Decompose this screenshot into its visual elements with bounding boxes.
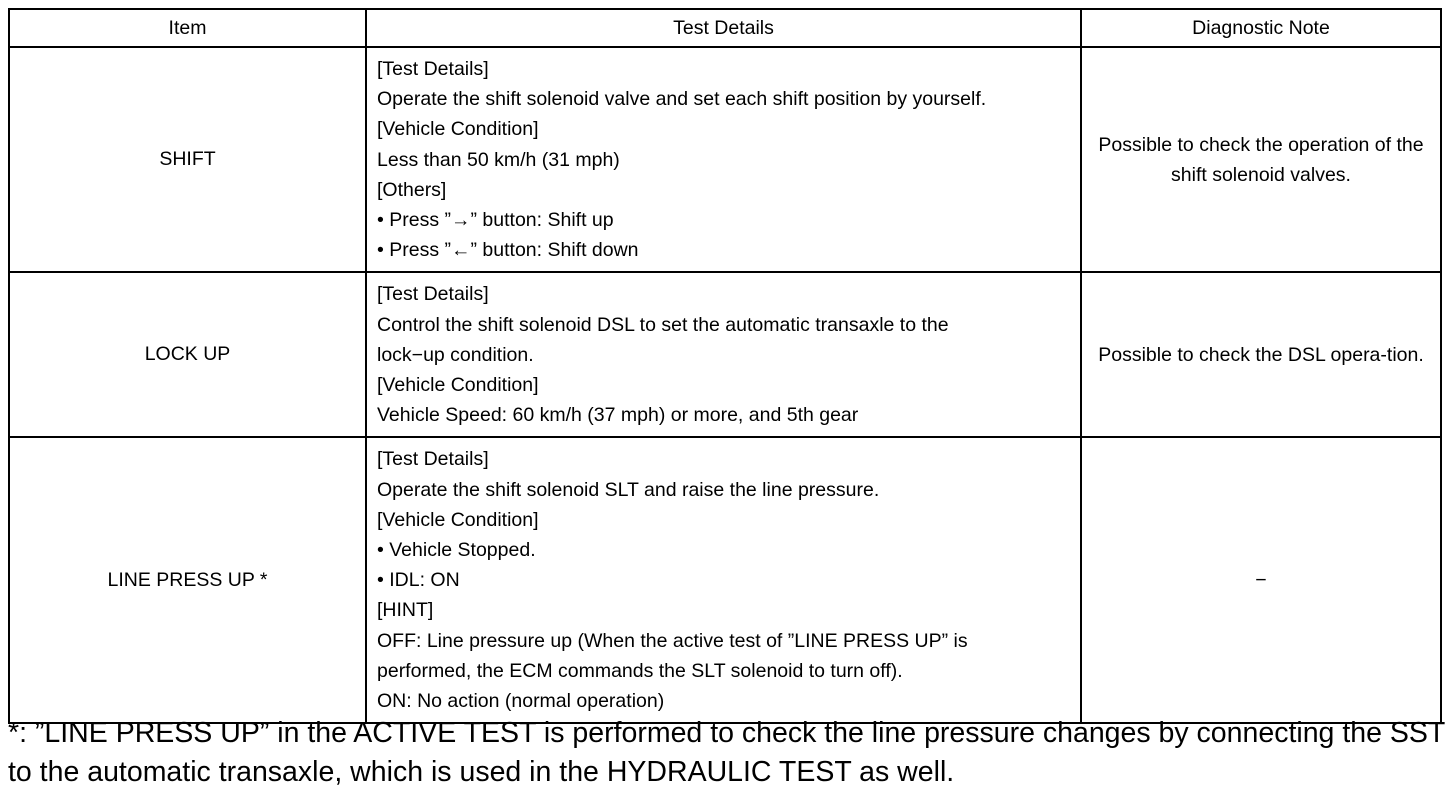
note-cell-shift: Possible to check the operation of the shift solenoid valves. bbox=[1081, 47, 1441, 272]
note-cell-line-press-up: − bbox=[1081, 437, 1441, 723]
detail-line: Control the shift solenoid DSL to set the automatic transaxle to the bbox=[377, 313, 949, 336]
detail-line: [Test Details] bbox=[377, 448, 489, 471]
detail-line: [Vehicle Condition] bbox=[377, 118, 539, 141]
detail-line: Operate the shift solenoid valve and set each shift position by yourself. bbox=[377, 88, 987, 111]
details-cell-lock-up bbox=[366, 272, 1081, 437]
column-header-diagnostic-note: Diagnostic Note bbox=[1081, 9, 1441, 47]
table-row-shift bbox=[9, 47, 1441, 272]
detail-line: • IDL: ON bbox=[377, 569, 460, 592]
detail-line: Operate the shift solenoid SLT and raise the line pressure. bbox=[377, 478, 880, 501]
detail-line: performed, the ECM commands the SLT solenoid to turn off). bbox=[377, 659, 903, 682]
item-cell-lock-up: LOCK UP bbox=[9, 272, 366, 437]
detail-line: • Press ”←” button: Shift down bbox=[377, 239, 639, 262]
detail-line: lock−up condition. bbox=[377, 343, 534, 366]
table-row-lock-up bbox=[9, 272, 1441, 437]
detail-line: Vehicle Speed: 60 km/h (37 mph) or more, and 5th gear bbox=[377, 404, 859, 427]
detail-line: • Press ”→” button: Shift up bbox=[377, 209, 614, 232]
details-cell-shift bbox=[366, 47, 1081, 272]
detail-line: ON: No action (normal operation) bbox=[377, 690, 665, 713]
detail-line: [Test Details] bbox=[377, 283, 489, 306]
item-cell-line-press-up: LINE PRESS UP * bbox=[9, 437, 366, 723]
column-header-test-details: Test Details bbox=[366, 9, 1081, 47]
detail-line: Less than 50 km/h (31 mph) bbox=[377, 148, 620, 171]
detail-line: [HINT] bbox=[377, 599, 434, 622]
details-cell-line-press-up bbox=[366, 437, 1081, 723]
footnote: *: ”LINE PRESS UP” in the ACTIVE TEST is performed to check the line pressure changes by connecting the SST to the automatic transaxle, which is used in the HYDRAULIC TEST as well. bbox=[8, 717, 1445, 788]
detail-line: OFF: Line pressure up (When the active test of ”LINE PRESS UP” is bbox=[377, 629, 968, 652]
detail-line: [Others] bbox=[377, 178, 447, 201]
table-row-line-press-up bbox=[9, 437, 1441, 723]
detail-line: [Vehicle Condition] bbox=[377, 374, 539, 397]
detail-line: [Vehicle Condition] bbox=[377, 508, 539, 531]
note-cell-lock-up bbox=[1081, 272, 1441, 437]
detail-line: [Test Details] bbox=[377, 58, 489, 80]
active-test-table bbox=[8, 8, 1442, 724]
column-header-item: Item bbox=[9, 9, 366, 47]
detail-line: • Vehicle Stopped. bbox=[377, 539, 536, 562]
table-header-row bbox=[9, 9, 1441, 47]
item-cell-shift: SHIFT bbox=[9, 47, 366, 272]
note-text: Possible to check the DSL opera-tion. bbox=[1098, 343, 1424, 366]
